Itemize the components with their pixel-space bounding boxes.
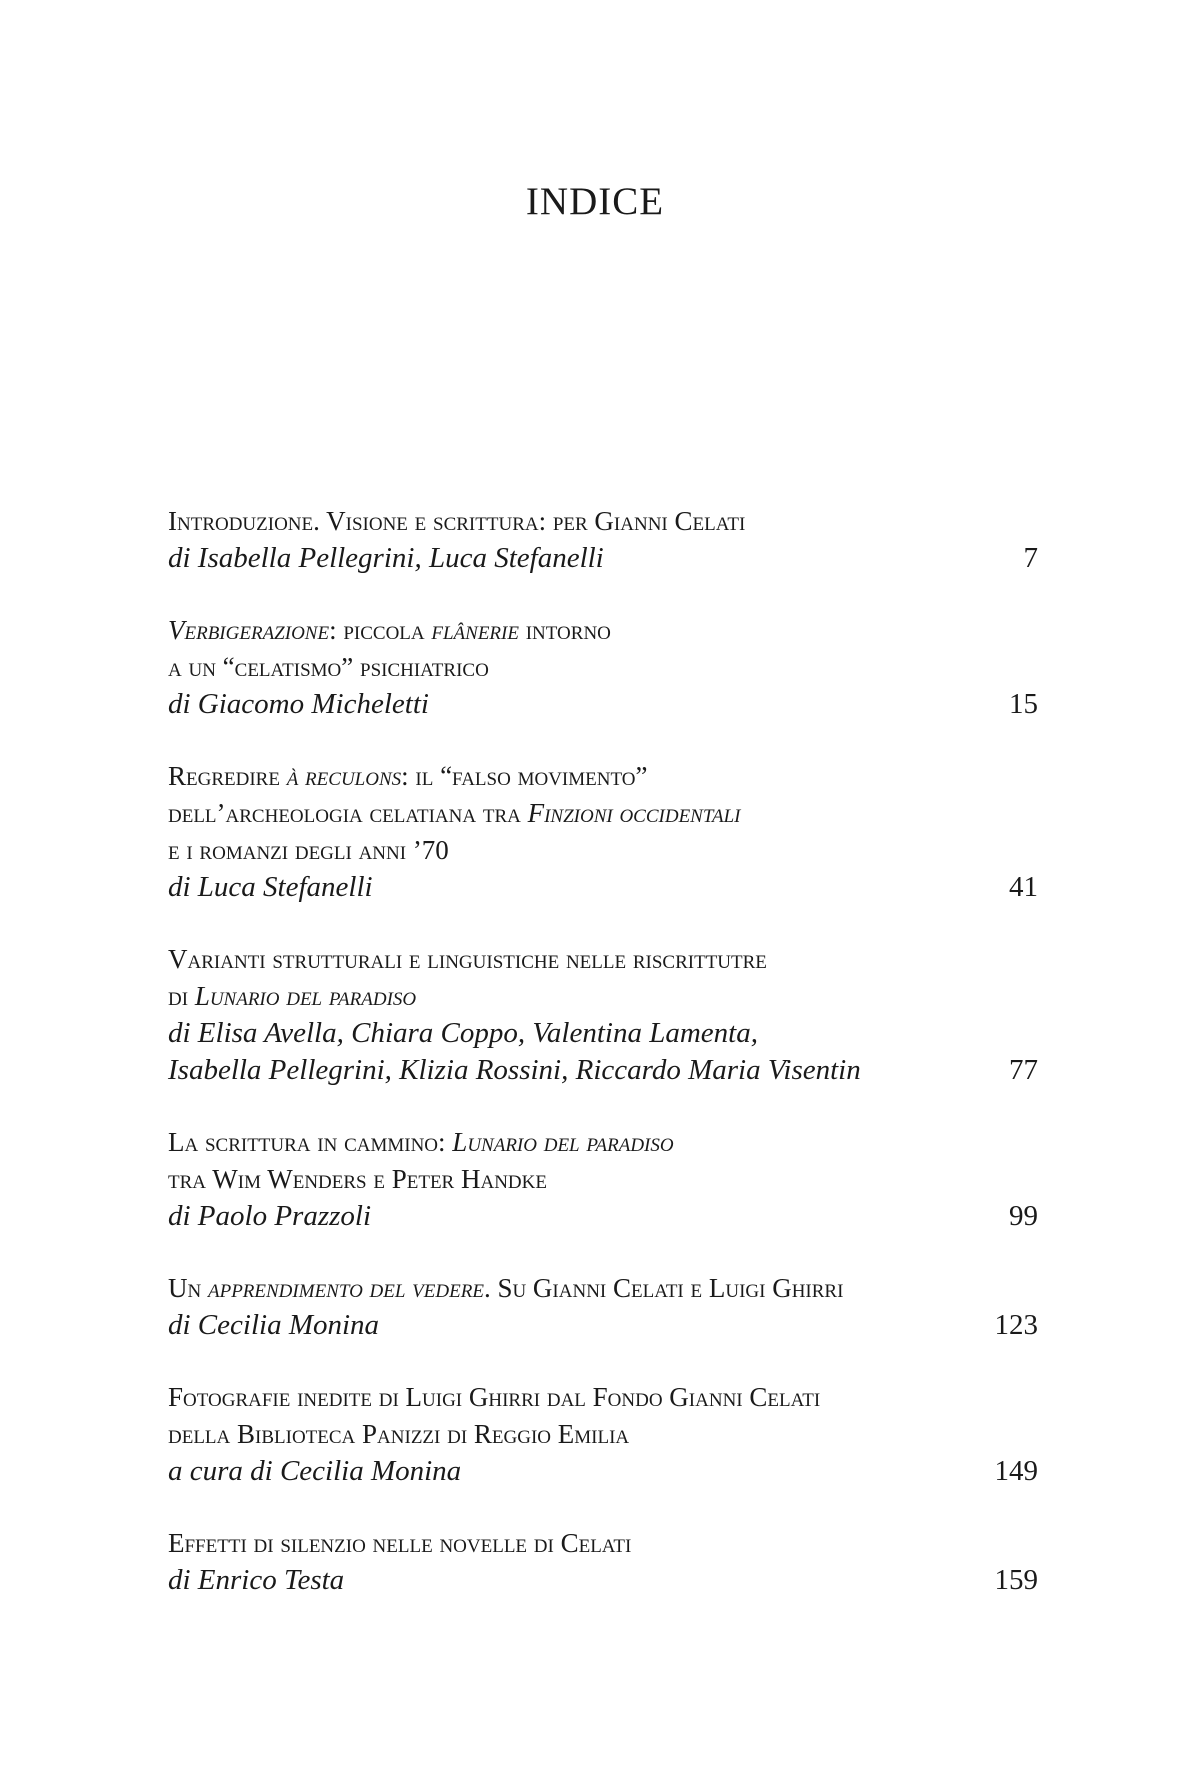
entry-author-line: di Elisa Avella, Chiara Coppo, Valentina Lamenta, xyxy=(168,1017,758,1049)
entry-title-italic-segment: à reculons xyxy=(286,761,402,791)
entry-title-line xyxy=(168,758,1038,795)
entry-title-segment: La scrittura in cammino: xyxy=(168,1127,453,1157)
entry-title-segment: . Su Gianni Celati e Luigi Ghirri xyxy=(483,1273,844,1303)
entry-page-number: 41 xyxy=(1009,871,1038,903)
entry-title-italic-segment: flânerie xyxy=(431,615,519,645)
entry-title-line xyxy=(168,795,1038,832)
entry-author-line: di Enrico Testa xyxy=(168,1564,345,1596)
entry-title-italic-segment: apprendimento del vedere xyxy=(207,1273,484,1303)
entry-title-segment: Regredire xyxy=(168,761,287,791)
entry-author-line: Isabella Pellegrini, Klizia Rossini, Riccardo Maria Visentin xyxy=(168,1054,861,1086)
entry-author-line: di Isabella Pellegrini, Luca Stefanelli xyxy=(168,542,604,574)
entry-page-number: 99 xyxy=(1009,1200,1038,1232)
entry-title-line xyxy=(168,1525,1038,1562)
entry-title-line xyxy=(168,832,1038,869)
entry-page-number: 149 xyxy=(994,1455,1038,1487)
entry-title-line xyxy=(168,1270,1038,1307)
entry-title-line xyxy=(168,1416,1038,1453)
toc-entry xyxy=(168,612,1038,723)
entry-author-line: a cura di Cecilia Monina xyxy=(168,1455,462,1487)
entry-title-segment: tra Wim Wenders e Peter Handke xyxy=(168,1164,547,1194)
entry-page-number: 123 xyxy=(994,1309,1038,1341)
entry-title-segment: di xyxy=(168,981,195,1011)
entry-title-segment: Fotografie inedite di Luigi Ghirri dal Fondo Gianni Celati xyxy=(168,1382,821,1412)
entry-title-italic-segment: Lunario del paradiso xyxy=(452,1127,674,1157)
toc-entry xyxy=(168,758,1038,906)
entry-page-number: 7 xyxy=(1023,542,1038,574)
entry-title-segment: della Biblioteca Panizzi di Reggio Emilia xyxy=(168,1419,630,1449)
entry-title-segment: Varianti strutturali e linguistiche nelle riscrittutre xyxy=(168,944,767,974)
entry-title-segment: intorno xyxy=(518,615,611,645)
entry-author-line: di Giacomo Micheletti xyxy=(168,688,429,720)
entry-title-segment: Introduzione. Visione e scrittura: per Gianni Celati xyxy=(168,506,746,536)
entry-title-line xyxy=(168,1379,1038,1416)
entry-title-segment: e i romanzi degli anni ’70 xyxy=(168,835,449,865)
page-title: INDICE xyxy=(525,180,665,223)
entry-title-line xyxy=(168,649,1038,686)
entry-title-line xyxy=(168,503,1038,540)
entry-title-line xyxy=(168,1124,1038,1161)
toc-entry xyxy=(168,1124,1038,1235)
entry-title-segment: Effetti di silenzio nelle novelle di Celati xyxy=(168,1528,632,1558)
entry-author-line: di Luca Stefanelli xyxy=(168,871,373,903)
toc-entry xyxy=(168,941,1038,1089)
toc-entry xyxy=(168,1270,1038,1344)
toc-entry xyxy=(168,1379,1038,1490)
entry-author-line: di Cecilia Monina xyxy=(168,1309,380,1341)
entry-title-line xyxy=(168,612,1038,649)
entry-page-number: 77 xyxy=(1009,1054,1038,1086)
entry-title-italic-segment: Lunario del paradiso xyxy=(194,981,417,1011)
entry-title-italic-segment: Finzioni occidentali xyxy=(527,798,741,828)
entry-title-line xyxy=(168,978,1038,1015)
entry-title-segment: Un xyxy=(168,1273,208,1303)
entry-title-segment: a un “celatismo” psichiatrico xyxy=(168,652,489,682)
entry-page-number: 15 xyxy=(1009,688,1038,720)
entry-page-number: 159 xyxy=(994,1564,1038,1596)
toc-entry xyxy=(168,1525,1038,1599)
entry-title-segment: dell’archeologia celatiana tra xyxy=(168,798,528,828)
entry-title-line xyxy=(168,941,1038,978)
entry-title-segment: : piccola xyxy=(329,615,432,645)
entry-author-line: di Paolo Prazzoli xyxy=(168,1200,372,1232)
entry-title-segment: : il “falso movimento” xyxy=(401,761,648,791)
entry-title-line xyxy=(168,1161,1038,1198)
toc-entry xyxy=(168,503,1038,577)
entry-title-italic-segment: Verbigerazione xyxy=(168,615,330,645)
table-of-contents xyxy=(168,503,1038,1634)
